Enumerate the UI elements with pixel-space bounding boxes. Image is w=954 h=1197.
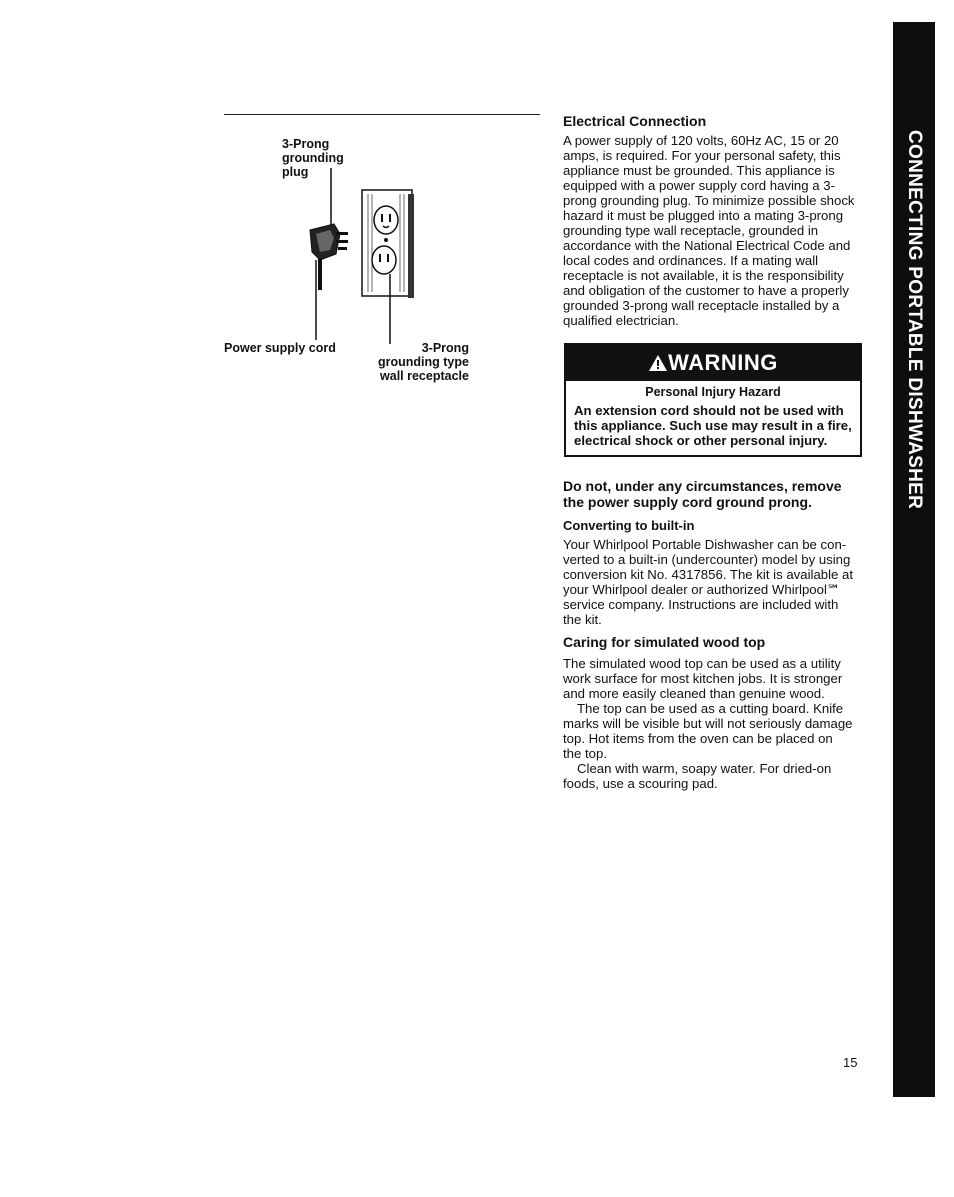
text-line: marks will be visible but will not seriously damage — [563, 716, 853, 731]
text-line: Clean with warm, soapy water. For dried-on — [577, 761, 832, 776]
caring-body — [563, 656, 863, 791]
electrical-body — [563, 133, 863, 328]
wall-receptacle-plate — [362, 190, 414, 298]
warning-title: WARNING — [668, 350, 778, 375]
warning-subtitle: Personal Injury Hazard — [645, 385, 781, 399]
text-line: local codes and ordinances. If a mating wall — [563, 253, 819, 268]
text-line: grounding type wall receptacle, grounded in — [563, 223, 819, 238]
warning-box — [564, 343, 862, 457]
text-line: hazard it must be plugged into a mating 3-prong — [563, 208, 844, 223]
text-line: grounded 3-prong wall receptacle installed by a — [563, 298, 840, 313]
receptacle-label-line: 3-Prong — [421, 341, 469, 355]
side-tab-title: CONNECTING PORTABLE DISHWASHER — [904, 130, 925, 510]
text-line: An extension cord should not be used with — [574, 403, 844, 418]
text-line: verted to a built-in (undercounter) model by using — [563, 552, 851, 567]
text-line: prong grounding plug. To minimize possible shock — [563, 193, 855, 208]
converting-heading: Converting to built-in — [563, 518, 695, 533]
text-line: receptacle is not available, it is the responsibility — [563, 268, 844, 283]
caring-heading: Caring for simulated wood top — [563, 634, 766, 650]
plug-receptacle-illustration — [290, 164, 430, 346]
receptacle-label-line: grounding type — [378, 355, 469, 369]
figure-top-rule — [224, 114, 540, 115]
warning-title-bar — [566, 345, 860, 381]
text-line: appliance must be grounded. This appliance is — [563, 163, 835, 178]
text-line: conversion kit No. 4317856. The kit is available at — [563, 567, 854, 582]
page-number: 15 — [843, 1055, 858, 1070]
text-line: this appliance. Such use may result in a fire, — [574, 418, 852, 433]
text-line: Your Whirlpool Portable Dishwasher can be con- — [563, 537, 847, 552]
text-line: and obligation of the customer to have a properly — [563, 283, 849, 298]
text-line: top. Hot items from the oven can be placed on — [563, 731, 833, 746]
plug-label-line: 3-Prong — [282, 137, 330, 151]
plug-label-line: grounding — [282, 151, 344, 165]
text-line: the power supply cord ground prong. — [563, 494, 812, 510]
text-line: Do not, under any circumstances, remove — [563, 478, 842, 494]
text-line: service company. Instructions are included with — [563, 597, 839, 612]
section-side-tab — [893, 22, 935, 1097]
text-line: qualified electrician. — [563, 313, 679, 328]
receptacle-label-line: wall receptacle — [380, 369, 469, 383]
text-line: The simulated wood top can be used as a utility — [563, 656, 841, 671]
three-prong-plug — [310, 224, 348, 260]
text-line: The top can be used as a cutting board. Knife — [577, 701, 844, 716]
text-line: electrical shock or other personal injury. — [574, 433, 828, 448]
ground-prong-note — [563, 478, 863, 510]
cord-label: Power supply cord — [224, 341, 336, 355]
text-line: work surface for most kitchen jobs. It is stronger — [563, 671, 843, 686]
warning-triangle-icon — [648, 354, 668, 372]
electrical-heading: Electrical Connection — [563, 113, 707, 129]
text-line: equipped with a power supply cord having a 3- — [563, 178, 835, 193]
plug-label-line: plug — [282, 165, 309, 179]
text-line: your Whirlpool dealer or authorized Whirlpool℠ — [563, 582, 841, 597]
text-line: amps, is required. For your personal safety, this — [563, 148, 841, 163]
receptacle-label — [378, 341, 469, 383]
text-line: accordance with the National Electrical Code and — [563, 238, 851, 253]
text-line: A power supply of 120 volts, 60Hz AC, 15 or 20 — [563, 133, 839, 148]
text-line: the top. — [563, 746, 607, 761]
converting-body — [563, 537, 863, 627]
text-line: the kit. — [563, 612, 602, 627]
text-line: and more easily cleaned than genuine wood. — [563, 686, 825, 701]
text-line: foods, use a scouring pad. — [563, 776, 718, 791]
warning-text — [574, 403, 854, 448]
